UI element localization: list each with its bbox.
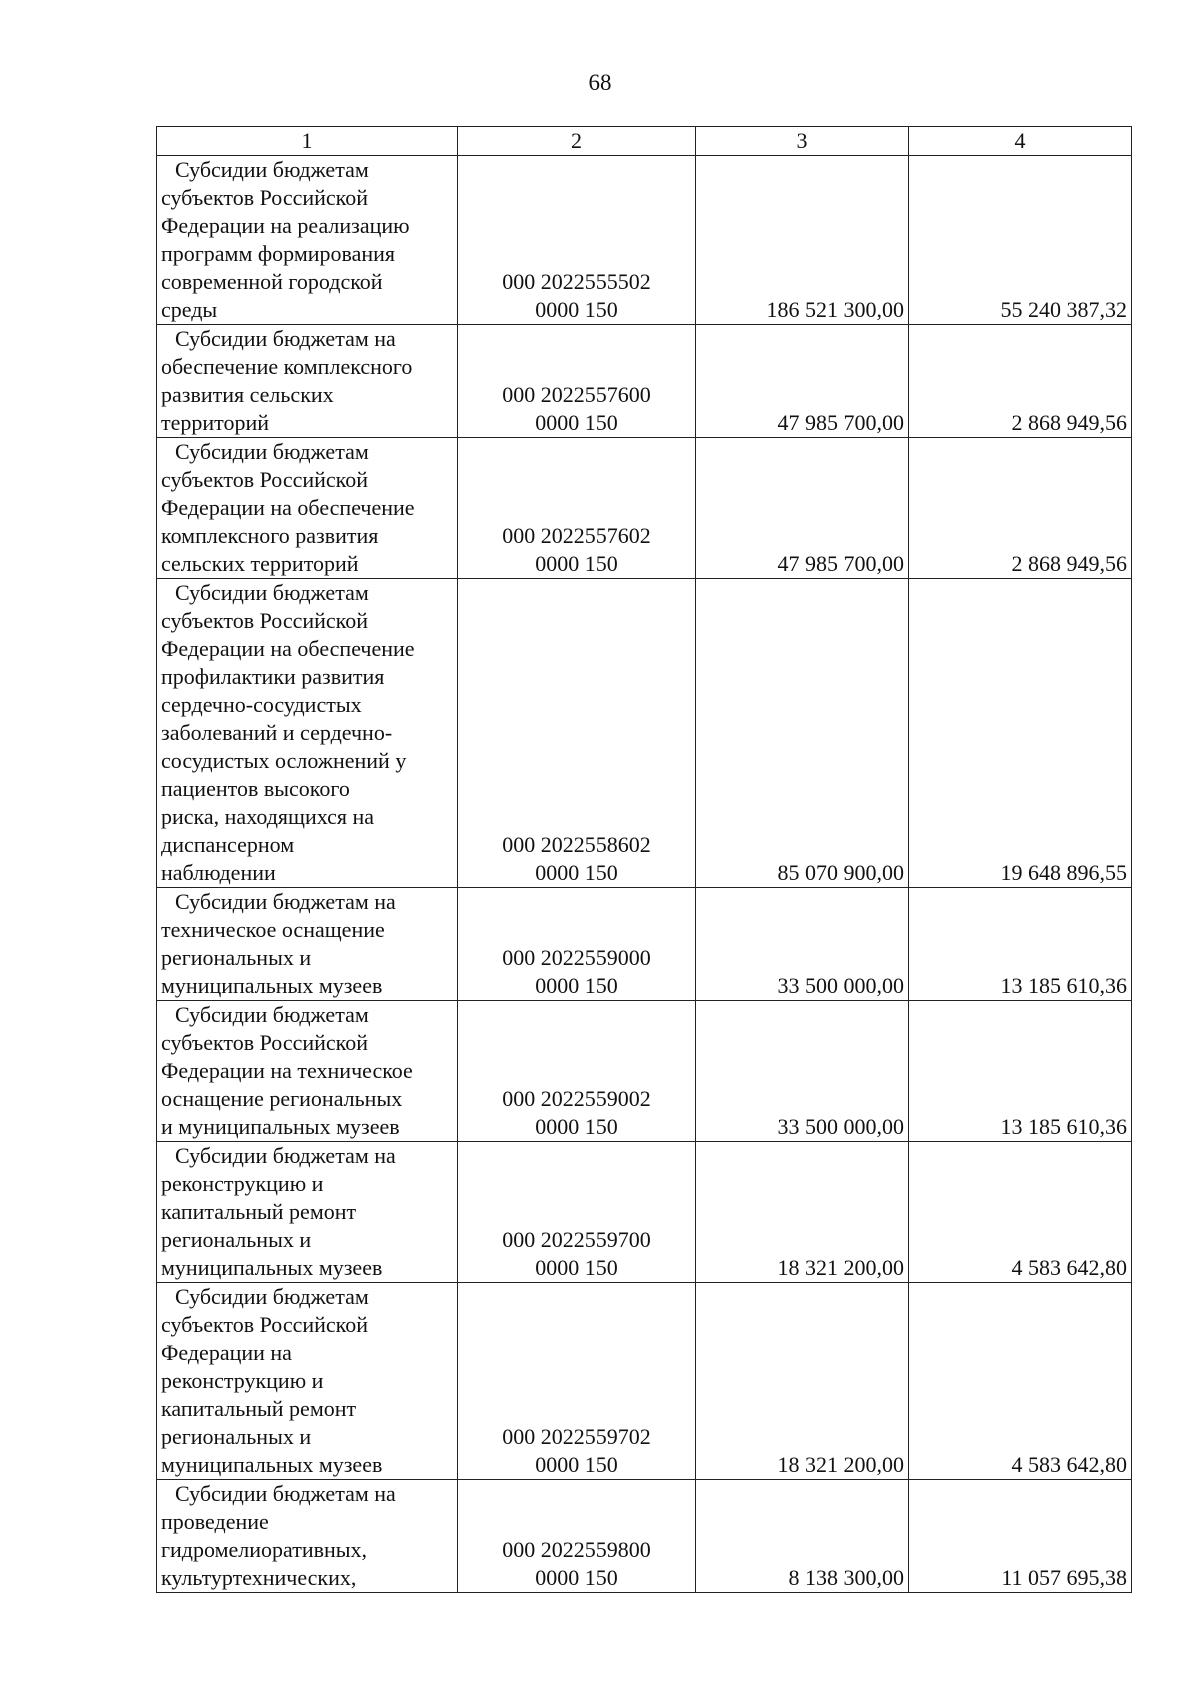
budget-classification-code	[458, 888, 696, 1001]
column-header-3: 3	[696, 127, 909, 156]
budget-item-name	[157, 325, 458, 438]
budget-code-line: 000 2022559002	[502, 1086, 651, 1111]
budget-item-name-line: Субсидии бюджетам на	[175, 326, 396, 351]
amount-col4: 19 648 896,55	[909, 579, 1132, 888]
budget-classification-code	[458, 1001, 696, 1142]
budget-item-name-line: культуртехнических,	[161, 1565, 357, 1590]
budget-item-name-line: муниципальных музеев	[161, 973, 383, 998]
table-row	[157, 325, 1132, 438]
budget-item-name-line: Субсидии бюджетам на	[175, 889, 396, 914]
amount-col3: 18 321 200,00	[696, 1283, 909, 1480]
page-number: 68	[588, 70, 612, 95]
budget-item-name	[157, 1001, 458, 1142]
header-row	[157, 127, 1132, 156]
budget-item-name-line: Федерации на обеспечение	[161, 636, 415, 661]
budget-item-name-line: обеспечение комплексного	[161, 354, 413, 379]
budget-item-name	[157, 579, 458, 888]
budget-item-name-line: среды	[161, 297, 218, 322]
budget-item-name-line: реконструкцию и	[161, 1368, 324, 1393]
budget-code-line: 0000 150	[535, 973, 618, 998]
budget-item-name	[157, 1142, 458, 1283]
amount-col3: 47 985 700,00	[696, 438, 909, 579]
budget-classification-code	[458, 156, 696, 325]
budget-code-line: 0000 150	[535, 1114, 618, 1139]
budget-item-name-line: Субсидии бюджетам	[175, 439, 369, 464]
table-row	[157, 579, 1132, 888]
budget-item-name-line: субъектов Российской	[161, 1030, 369, 1055]
amount-col4: 11 057 695,38	[909, 1480, 1132, 1593]
budget-item-name-line: региональных и	[161, 945, 312, 970]
budget-item-name	[157, 438, 458, 579]
budget-item-name	[157, 1480, 458, 1593]
amount-col3: 8 138 300,00	[696, 1480, 909, 1593]
budget-item-name-line: риска, находящихся на	[161, 804, 375, 829]
budget-code-line: 000 2022555502	[502, 269, 651, 294]
budget-item-name-line: Субсидии бюджетам на	[175, 1481, 396, 1506]
budget-item-name-line: субъектов Российской	[161, 1312, 369, 1337]
amount-col3: 186 521 300,00	[696, 156, 909, 325]
budget-item-name-line: сосудистых осложнений у	[161, 748, 407, 773]
budget-item-name-line: субъектов Российской	[161, 467, 369, 492]
budget-item-name-line: профилактики развития	[161, 664, 385, 689]
budget-item-name-line: капитальный ремонт	[161, 1396, 357, 1421]
amount-col3: 33 500 000,00	[696, 888, 909, 1001]
budget-item-name	[157, 1283, 458, 1480]
table-row	[157, 1480, 1132, 1593]
budget-code-line: 0000 150	[535, 297, 618, 322]
budget-code-line: 0000 150	[535, 1255, 618, 1280]
budget-code-line: 000 2022558602	[502, 832, 651, 857]
budget-code-line: 0000 150	[535, 551, 618, 576]
budget-item-name-line: оснащение региональных	[161, 1086, 403, 1111]
budget-item-name-line: развития сельских	[161, 382, 334, 407]
budget-code-line: 000 2022557602	[502, 523, 651, 548]
budget-item-name-line: сельских территорий	[161, 551, 359, 576]
table-row	[157, 1001, 1132, 1142]
amount-col3: 85 070 900,00	[696, 579, 909, 888]
budget-classification-code	[458, 579, 696, 888]
amount-col4: 2 868 949,56	[909, 438, 1132, 579]
budget-item-name-line: Субсидии бюджетам на	[175, 1143, 396, 1168]
budget-item-name-line: Федерации на	[161, 1340, 292, 1365]
budget-item-name-line: гидромелиоративных,	[161, 1537, 368, 1562]
budget-item-name-line: региональных и	[161, 1227, 312, 1252]
column-header-4: 4	[909, 127, 1132, 156]
amount-col4: 13 185 610,36	[909, 1001, 1132, 1142]
budget-item-name-line: Субсидии бюджетам	[175, 157, 369, 182]
budget-item-name-line: комплексного развития	[161, 523, 379, 548]
budget-item-name-line: Федерации на техническое	[161, 1058, 413, 1083]
amount-col4: 4 583 642,80	[909, 1142, 1132, 1283]
budget-code-line: 000 2022559700	[502, 1227, 651, 1252]
budget-item-name-line: заболеваний и сердечно-	[161, 720, 393, 745]
budget-item-name	[157, 156, 458, 325]
budget-item-name-line: территорий	[161, 410, 270, 435]
amount-col3: 18 321 200,00	[696, 1142, 909, 1283]
budget-code-line: 0000 150	[535, 1452, 618, 1477]
table-row	[157, 156, 1132, 325]
budget-classification-code	[458, 1142, 696, 1283]
amount-col4: 2 868 949,56	[909, 325, 1132, 438]
budget-item-name-line: наблюдении	[161, 860, 276, 885]
budget-item-name-line: Субсидии бюджетам	[175, 1002, 369, 1027]
budget-code-line: 000 2022557600	[502, 382, 651, 407]
budget-item-name-line: муниципальных музеев	[161, 1255, 383, 1280]
budget-classification-code	[458, 325, 696, 438]
table-body	[157, 156, 1132, 1593]
table-row	[157, 1283, 1132, 1480]
column-header-1: 1	[157, 127, 458, 156]
budget-item-name-line: реконструкцию и	[161, 1171, 324, 1196]
budget-item-name-line: субъектов Российской	[161, 608, 369, 633]
budget-item-name-line: и муниципальных музеев	[161, 1114, 400, 1139]
budget-code-line: 0000 150	[535, 860, 618, 885]
budget-item-name-line: пациентов высокого	[161, 776, 350, 801]
amount-col4: 55 240 387,32	[909, 156, 1132, 325]
budget-item-name-line: сердечно-сосудистых	[161, 692, 362, 717]
table-row	[157, 438, 1132, 579]
budget-item-name-line: Субсидии бюджетам	[175, 1284, 369, 1309]
amount-col3: 33 500 000,00	[696, 1001, 909, 1142]
budget-classification-code	[458, 1283, 696, 1480]
column-header-2: 2	[458, 127, 696, 156]
budget-item-name-line: Федерации на реализацию	[161, 213, 410, 238]
table-row	[157, 888, 1132, 1001]
amount-col4: 13 185 610,36	[909, 888, 1132, 1001]
budget-classification-code	[458, 1480, 696, 1593]
amount-col3: 47 985 700,00	[696, 325, 909, 438]
budget-item-name-line: капитальный ремонт	[161, 1199, 357, 1224]
budget-item-name-line: Федерации на обеспечение	[161, 495, 415, 520]
budget-code-line: 000 2022559800	[502, 1537, 651, 1562]
budget-code-line: 000 2022559000	[502, 945, 651, 970]
budget-item-name-line: программ формирования	[161, 241, 396, 266]
budget-item-name-line: муниципальных музеев	[161, 1452, 383, 1477]
budget-item-name-line: субъектов Российской	[161, 185, 369, 210]
amount-col4: 4 583 642,80	[909, 1283, 1132, 1480]
budget-code-line: 000 2022559702	[502, 1424, 651, 1449]
budget-item-name-line: проведение	[161, 1509, 269, 1534]
table-header	[157, 127, 1132, 156]
budget-item-name-line: региональных и	[161, 1424, 312, 1449]
budget-item-name-line: техническое оснащение	[161, 917, 385, 942]
budget-code-line: 0000 150	[535, 1565, 618, 1590]
budget-item-name	[157, 888, 458, 1001]
budget-item-name-line: диспансерном	[161, 832, 295, 857]
budget-table	[156, 126, 1132, 1593]
budget-code-line: 0000 150	[535, 410, 618, 435]
budget-classification-code	[458, 438, 696, 579]
budget-item-name-line: современной городской	[161, 269, 383, 294]
table-row	[157, 1142, 1132, 1283]
budget-item-name-line: Субсидии бюджетам	[175, 580, 369, 605]
